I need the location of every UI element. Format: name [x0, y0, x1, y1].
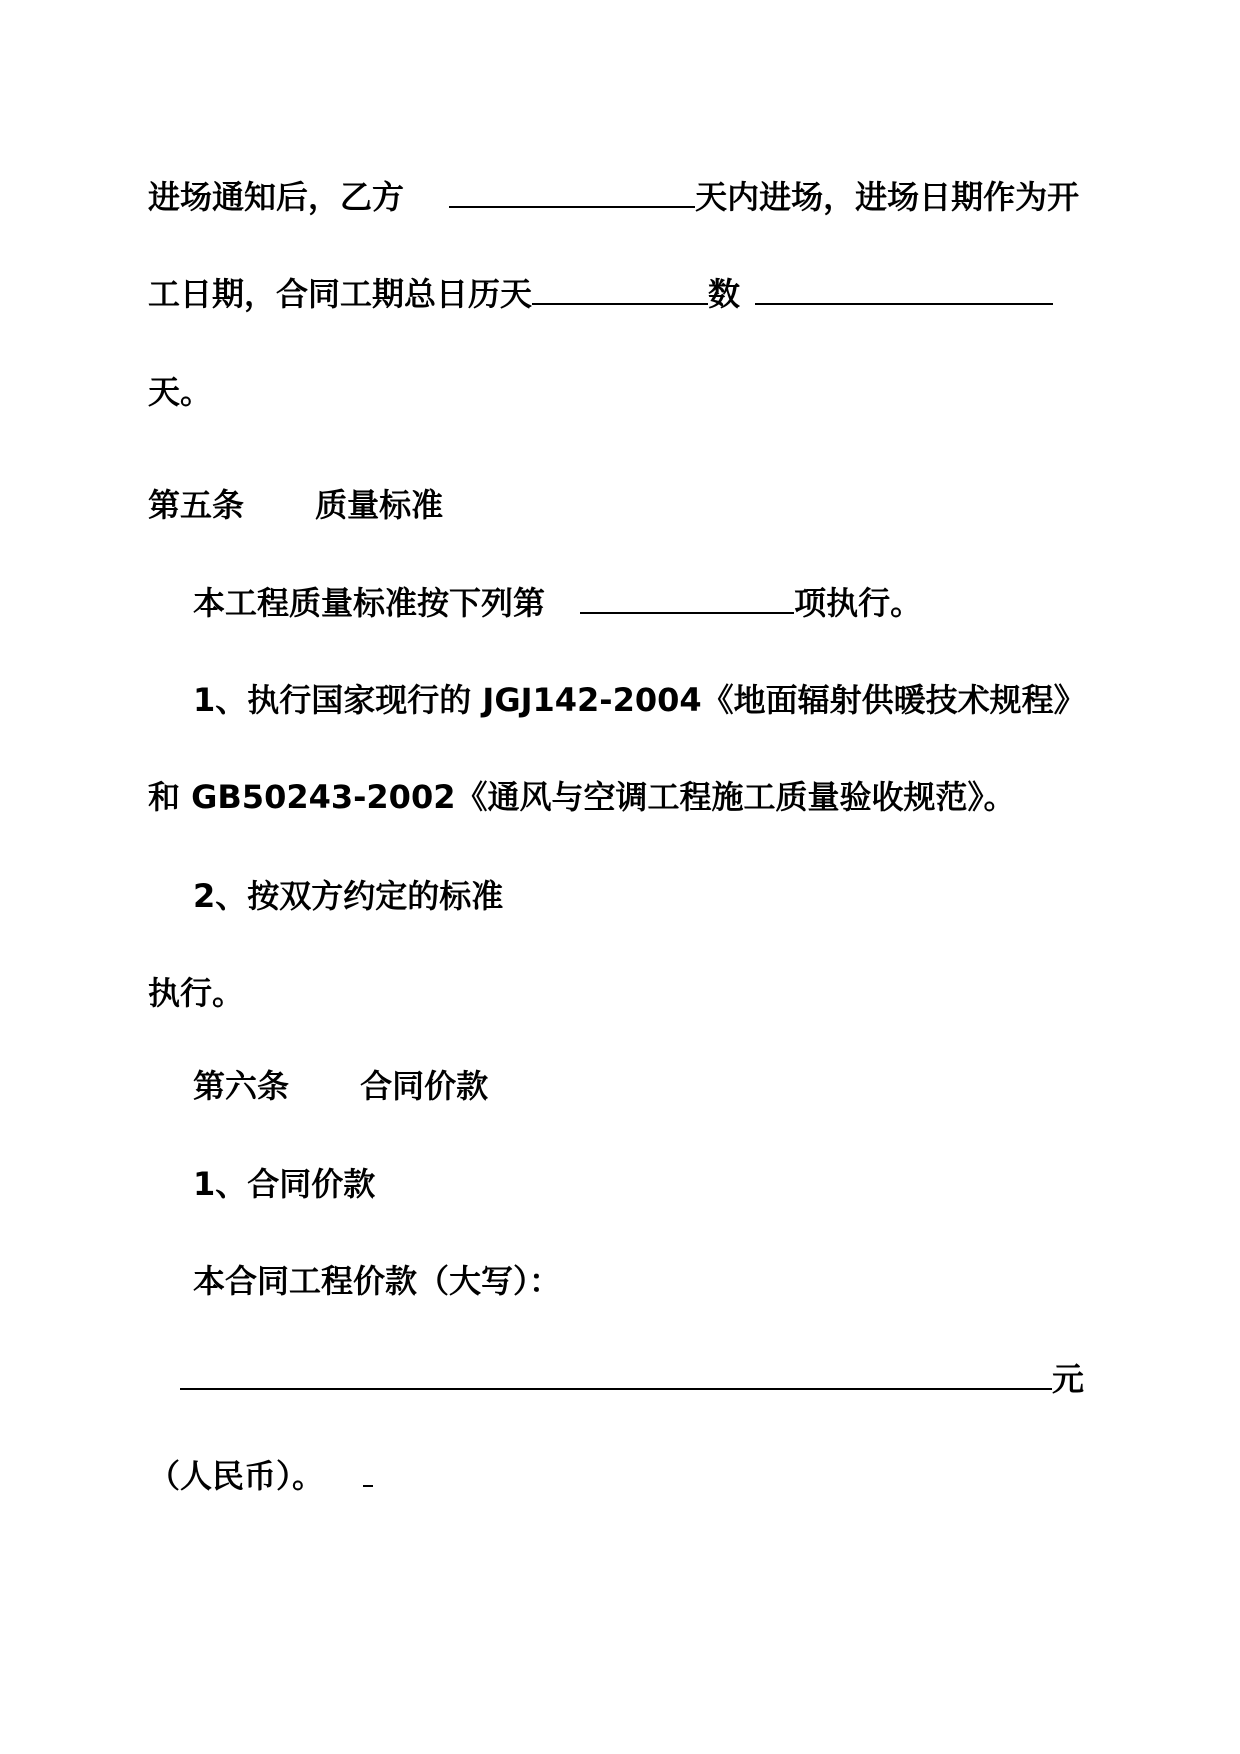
- price-amount-line: [180, 1358, 1084, 1399]
- article-6-number: 第六条: [193, 1067, 290, 1105]
- entry-date-text: 天内进场，进场日期作为开: [695, 178, 1080, 216]
- price-text-line: [193, 1261, 561, 1301]
- day-count-blank[interactable]: [755, 273, 1053, 305]
- article-5-title: 质量标准: [315, 486, 444, 524]
- price-unit: 元: [1052, 1360, 1085, 1398]
- entry-notice-text: 进场通知后，乙方: [148, 178, 405, 216]
- duration-text: 工日期，合同工期总日历天: [148, 275, 533, 313]
- quality-standard-line: [193, 582, 922, 623]
- price-capital-text: 本合同工程价款（大写）：: [193, 1262, 562, 1300]
- price-heading-text: 1、合同价款: [193, 1165, 376, 1203]
- quality-item-1-text: 1、执行国家现行的 JGJ142-2004《地面辐射供暖技术规程》: [193, 681, 1086, 719]
- article-5-heading: [148, 485, 443, 525]
- trailing-blank[interactable]: [363, 1461, 373, 1487]
- quality-execute-text: 项执行。: [794, 584, 923, 622]
- text-line-1: [148, 176, 1079, 217]
- article-6-heading: [193, 1066, 488, 1106]
- quality-item-2-continuation: 执行。: [148, 974, 245, 1012]
- quality-item-1-line-1: [193, 680, 1086, 720]
- currency-line: [148, 1456, 373, 1496]
- quality-item-1-line-2: [148, 777, 1015, 817]
- days-text: 天。: [148, 373, 213, 411]
- quality-item-2-text: 2、按双方约定的标准: [193, 877, 504, 915]
- price-amount-blank[interactable]: [180, 1358, 1052, 1390]
- article-6-title: 合同价款: [360, 1067, 489, 1105]
- quality-item-blank[interactable]: [580, 582, 794, 614]
- text-line-3: [148, 372, 212, 412]
- currency-text: （人民币）。: [148, 1457, 325, 1495]
- total-days-blank[interactable]: [532, 273, 708, 305]
- article-5-number: 第五条: [148, 486, 245, 524]
- number-text: 数: [708, 275, 741, 313]
- quality-standard-text: 本工程质量标准按下列第: [193, 584, 546, 622]
- quality-item-2-line-2: [148, 973, 244, 1013]
- price-heading: [193, 1164, 375, 1204]
- text-line-2: [148, 273, 1053, 314]
- entry-days-blank[interactable]: [449, 176, 695, 208]
- quality-item-1-continuation: 和 GB50243-2002《通风与空调工程施工质量验收规范》。: [148, 778, 1016, 816]
- quality-item-2-line-1: [193, 876, 503, 916]
